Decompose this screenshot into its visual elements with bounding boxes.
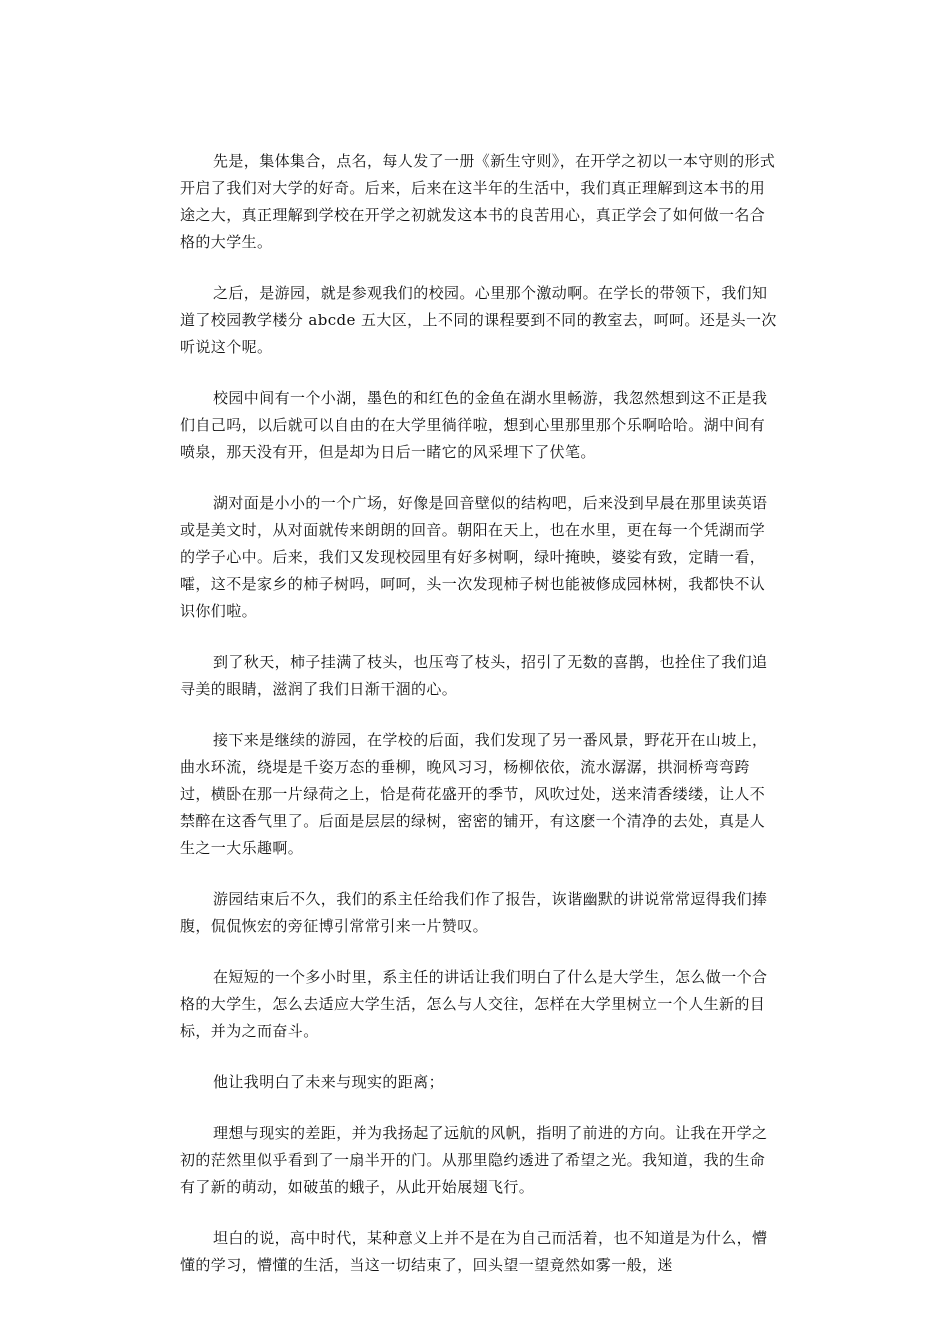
- paragraph-11: 坦白的说，高中时代，某种意义上并不是在为自己而活着，也不知道是为什么，懵懂的学习，懵懂的生活，当这一切结束了，回头望一望竟然如雾一般，迷: [180, 1229, 768, 1274]
- document-body: [180, 148, 780, 1303]
- paragraph-1: 先是，集体集合，点名，每人发了一册《新生守则》，在开学之初以一本守则的形式开启了我们对大学的好奇。后来，后来在这半年的生活中，我们真正理解到这本书的用途之大，真正理解到学校在开学之初就发这本书的良苦用心，真正学会了如何做一名合格的大学生。: [180, 152, 776, 251]
- paragraph-8: 在短短的一个多小时里，系主任的讲话让我们明白了什么是大学生，怎么做一个合格的大学生，怎么去适应大学生活，怎么与人交往，怎样在大学里树立一个人生新的目标，并为之而奋斗。: [180, 968, 768, 1040]
- paragraph-6: 接下来是继续的游园，在学校的后面，我们发现了另一番风景，野花开在山坡上，曲水环流，绕堤是千姿万态的垂柳，晚风习习，杨柳依依，流水潺潺，拱洞桥弯弯跨过，横卧在那一片绿荷之上，恰是荷花盛开的季节，风吹过处，送来清香缕缕，让人不禁醉在这香气里了。后面是层层的绿树，密密的铺开，有这麽一个清净的去处，真是人生之一大乐趣啊。: [180, 731, 768, 857]
- paragraph-4: 湖对面是小小的一个广场，好像是回音壁似的结构吧，后来没到早晨在那里读英语或是美文时，从对面就传来朗朗的回音。朝阳在天上，也在水里，更在每一个凭湖而学的学子心中。后来，我们又发现校园里有好多树啊，绿叶掩映，婆娑有致，定睛一看，嚯，这不是家乡的柿子树吗，呵呵，头一次发现柿子树也能被修成园林树，我都快不认识你们啦。: [180, 494, 768, 620]
- paragraph-9: 他让我明白了未来与现实的距离；: [213, 1073, 445, 1091]
- paragraph-10: 理想与现实的差距，并为我扬起了远航的风帆，指明了前进的方向。让我在开学之初的茫然里似乎看到了一扇半开的门。从那里隐约透进了希望之光。我知道，我的生命有了新的萌动，如破茧的蛾子，从此开始展翅飞行。: [180, 1124, 768, 1196]
- paragraph-5: 到了秋天，柿子挂满了枝头，也压弯了枝头，招引了无数的喜鹊，也拴住了我们追寻美的眼睛，滋润了我们日渐干涸的心。: [180, 653, 768, 698]
- paragraph-2: 之后，是游园，就是参观我们的校园。心里那个激动啊。在学长的带领下，我们知道了校园教学楼分 abcde 五大区，上不同的课程要到不同的教室去，呵呵。还是头一次听说这个呢。: [180, 284, 777, 356]
- paragraph-7: 游园结束后不久，我们的系主任给我们作了报告，诙谐幽默的讲说常常逗得我们捧腹，侃侃恢宏的旁征博引常常引来一片赞叹。: [180, 890, 768, 935]
- paragraph-3: 校园中间有一个小湖，墨色的和红色的金鱼在湖水里畅游，我忽然想到这不正是我们自己吗，以后就可以自由的在大学里徜徉啦，想到心里那里那个乐啊哈哈。湖中间有喷泉，那天没有开，但是却为日后一睹它的风采埋下了伏笔。: [180, 389, 768, 461]
